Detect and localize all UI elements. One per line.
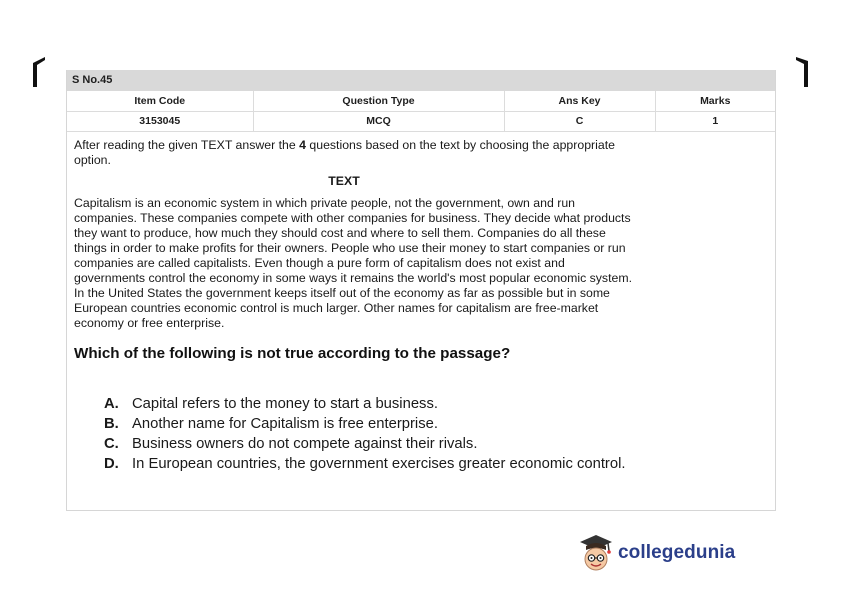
option-text: Business owners do not compete against their rivals. [132,436,478,453]
option-letter: D. [104,456,119,473]
option-text: In European countries, the government exercises greater economic control. [132,456,626,473]
meta-header-row [67,91,775,111]
serial-number-bar: S No.45 [67,70,775,91]
left-corner-mark [33,57,45,87]
question-type-header: Question Type [253,91,504,111]
question-content [67,132,775,475]
instruction-after: questions based on the text by choosing the appropriate option. [74,137,615,167]
brand-name: collegedunia [618,542,736,563]
marks-header: Marks [655,91,775,111]
item-code-value: 3153045 [67,111,253,131]
option-c [104,434,775,454]
ans-key-value: C [504,111,655,131]
option-letter: B. [104,416,119,433]
option-text: Capital refers to the money to start a business. [132,396,438,413]
option-d [104,454,775,474]
option-text: Another name for Capitalism is free enterprise. [132,416,438,433]
ans-key-header: Ans Key [504,91,655,111]
brand-logo [578,532,735,574]
option-a [104,394,775,414]
option-letter: C. [104,436,119,453]
passage-text: Capitalism is an economic system in which private people, not the government, own and run companies. These companies compete with other companies for business. They decide what products they want to produce, how much they should cost and where to sell them. Companies do all these things in order to make profits for their owners. People who use their money to start companies or run companies are called capitalists. Even though a pure form of capitalism does not exist and governments control the economy in some ways it remains the world's most popular economic system. In the United States the government keeps itself out of the economy as far as possible but in some European countries economic control is much larger. Other names for capitalism are free-market economy or free enterprise. [74,195,632,331]
question-meta-table [67,91,775,132]
right-corner-mark [796,57,808,87]
question-text: Which of the following is not true according to the passage? [74,345,511,363]
marks-value: 1 [655,111,775,131]
instruction-before: After reading the given TEXT answer the [74,137,300,152]
graduate-mascot-icon [578,532,614,574]
question-card [66,70,776,511]
item-code-header: Item Code [67,91,253,111]
option-letter: A. [104,396,119,413]
text-heading: TEXT [328,173,360,188]
instruction-number: 4 [299,137,306,152]
options-list [74,394,775,474]
meta-value-row [67,111,775,131]
option-b [104,414,775,434]
question-type-value: MCQ [253,111,504,131]
instruction-text [74,138,634,168]
